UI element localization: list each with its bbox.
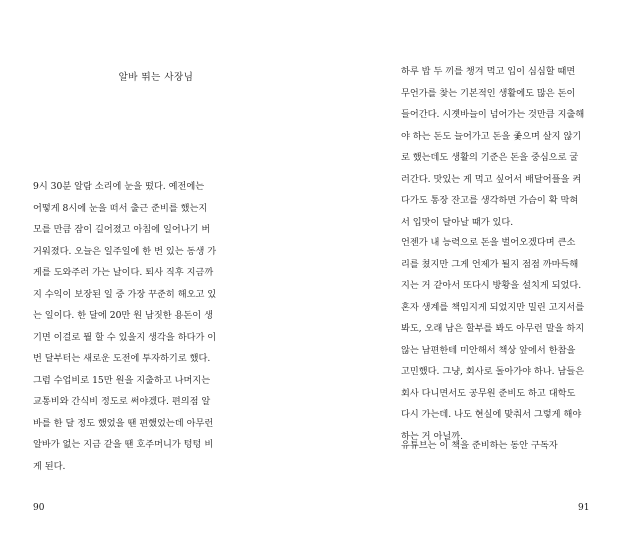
text-line: 알바가 없는 지금 같을 땐 호주머니가 텅텅 비 xyxy=(33,439,214,450)
text-line: 지 수익이 보장된 일 중 가장 꾸준히 해오고 있 xyxy=(33,288,217,300)
chapter-title: 알바 뛰는 사장님 xyxy=(118,72,194,83)
left-page-body xyxy=(33,176,216,477)
text-line: 회사 다니면서도 공무원 준비도 하고 대학도 xyxy=(401,387,576,399)
text-line: 러간다. 맛있는 게 먹고 싶어서 배달어플을 켜 xyxy=(401,173,582,185)
text-line: 무언가를 찾는 기본적인 생활에도 많은 돈이 xyxy=(401,87,576,99)
text-line: 하루 밥 두 끼를 챙겨 먹고 입이 심심할 때면 xyxy=(401,66,576,77)
text-line: 다시 가는데. 나도 현실에 맞춰서 그렇게 해야 xyxy=(401,409,582,420)
text-line: 는 일이다. 한 달에 20만 원 남짓한 용돈이 생 xyxy=(33,310,213,321)
text-line: 다가도 통장 잔고를 생각하면 가슴이 확 막혀 xyxy=(401,195,579,206)
text-line: 9시 30분 알람 소리에 눈을 떴다. 예전에는 xyxy=(33,181,205,192)
text-line: 그럼 수업비로 15만 원을 지출하고 나머지는 xyxy=(33,374,211,386)
text-line: 게 된다. xyxy=(33,460,66,472)
text-line: 고민했다. 그냥, 회사로 돌아가야 하나. 남들은 xyxy=(401,366,585,377)
text-line: 모를 만큼 잠이 길어졌고 아침에 일어나기 버 xyxy=(33,224,211,235)
text-line: 야 하는 돈도 늘어가고 돈을 좇으며 살지 않기 xyxy=(401,130,582,142)
text-line: 거워졌다. 오늘은 일주일에 한 번 있는 동생 가 xyxy=(33,245,217,257)
text-line: 번 달부터는 새로운 도전에 투자하기로 했다. xyxy=(33,353,211,364)
text-line: 어떻게 8시에 눈을 떠서 출근 준비를 했는지 xyxy=(33,202,208,214)
text-line: 리를 쳤지만 그게 언제가 될지 점점 까마득해 xyxy=(401,258,579,270)
text-line: 게를 도와주러 가는 날이다. 퇴사 직후 지금까 xyxy=(33,267,214,278)
text-line: 봐도, 오래 남은 할부를 봐도 아무런 말을 하지 xyxy=(401,323,585,334)
page-number-left: 90 xyxy=(33,503,45,513)
right-page-paragraph-1 xyxy=(401,61,584,233)
text-line: 지는 거 같아서 또다시 방황을 설치게 되었다. xyxy=(401,280,582,291)
text-line: 들어간다. 시곗바늘이 넘어가는 것만큼 지출해 xyxy=(401,109,585,120)
text-line: 않는 남편한테 미안해서 책상 앞에서 한참을 xyxy=(401,344,576,356)
right-page-paragraph-3 xyxy=(401,435,558,457)
text-line: 로 했는데도 생활의 기준은 돈을 중심으로 굴 xyxy=(401,152,579,163)
text-line: 서 입맛이 달아날 때가 있다. xyxy=(401,216,514,228)
page-number-right: 91 xyxy=(578,503,590,513)
text-line: 기면 이걸로 뭘 할 수 있을지 생각을 하다가 이 xyxy=(33,331,217,343)
text-line: 유튜브는 이 책을 준비하는 동안 구독자 xyxy=(401,440,558,451)
text-line: 언젠가 내 능력으로 돈을 벌어오겠다며 큰소 xyxy=(401,237,576,248)
text-line: 하는 거 아닐까. xyxy=(401,430,464,442)
text-line: 바를 한 달 정도 했었을 땐 편했었는데 아무런 xyxy=(33,417,214,429)
text-line: 혼자 생계를 책임지게 되었지만 밀린 고지서를 xyxy=(401,301,585,313)
text-line: 교통비와 간식비 정도로 써야겠다. 편의점 알 xyxy=(33,396,211,407)
right-page-paragraph-2 xyxy=(401,232,584,447)
